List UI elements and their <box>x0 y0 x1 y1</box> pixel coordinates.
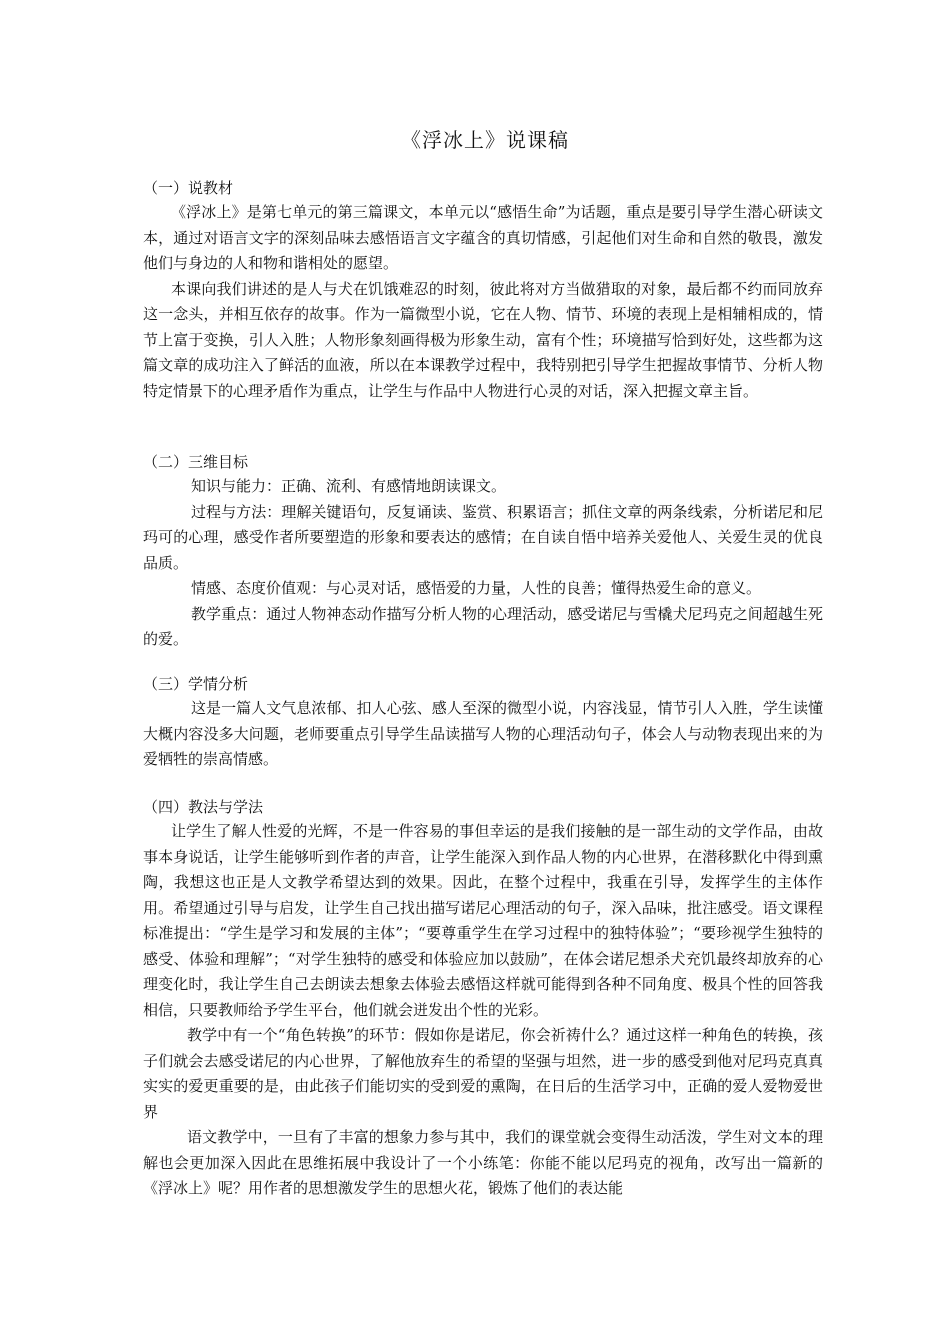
paragraph: 让学生了解人性爱的光辉，不是一件容易的事但幸运的是我们接触的是一部生动的文学作品，由故事本身说话，让学生能够听到作者的声音，让学生能深入到作品人物的内心世界，在潜移默化中得到熏陶，我想这也正是人文教学希望达到的效果。因此，在整个过程中，我重在引导，发挥学生的主体作用。希望通过引导与启发，让学生自己找出描写诺尼心理活动的句子，深入品味，批注感受。语文课程标准提出：“学生是学习和发展的主体”；“要尊重学生在学习过程中的独特体验”；“要珍视学生独特的感受、体验和理解”；“对学生独特的感受和体验应加以鼓励”，在体会诺尼想杀犬充饥最终却放弃的心理变化时，我让学生自己去朗读去想象去体验去感悟这样就可能得到各种不同角度、极具个性的回答我相信，只要教师给予学生平台，他们就会迸发出个性的光彩。 <box>143 822 823 1019</box>
section-heading: （一）说教材 <box>143 179 234 197</box>
document-title: 《浮冰上》说课稿 <box>401 128 569 152</box>
paragraph: 过程与方法：理解关键语句，反复诵读、鉴赏、积累语言；抓住文章的两条线索，分析诺尼和尼玛可的心理，感受作者所要塑造的形象和要表达的感情；在自读自悟中培养关爱他人、关爱生灵的优良品质。 <box>143 502 823 572</box>
paragraph: 语文教学中，一旦有了丰富的想象力参与其中，我们的课堂就会变得生动活泼，学生对文本的理解也会更加深入因此在思维拓展中我设计了一个小练笔：你能不能以尼玛克的视角，改写出一篇新的《浮冰上》呢？用作者的思想激发学生的思想火花，锻炼了他们的表达能 <box>143 1128 823 1197</box>
section-heading: （二）三维目标 <box>143 453 249 471</box>
section-heading: （四）教法与学法 <box>143 798 264 816</box>
paragraph: 情感、态度价值观：与心灵对话，感悟爱的力量，人性的良善；懂得热爱生命的意义。 <box>191 579 762 597</box>
section-teaching-methods <box>143 795 823 1202</box>
paragraph: 知识与能力：正确、流利、有感情地朗读课文。 <box>191 477 507 495</box>
paragraph: 教学中有一个“角色转换”的环节：假如你是诺尼，你会祈祷什么？通过这样一种角色的转换，孩子们就会去感受诺尼的内心世界，了解他放弃生的希望的坚强与坦然，进一步的感受到他对尼玛克真真实实的爱更重要的是，由此孩子们能切实的受到爱的熏陶，在日后的生活学习中，正确的爱人爱物爱世界 <box>143 1026 823 1121</box>
paragraph: 《浮冰上》是第七单元的第三篇课文，本单元以“感悟生命”为话题，重点是要引导学生潜心研读文本，通过对语言文字的深刻品味去感悟语言文字蕴含的真切情感，引起他们对生命和自然的敬畏，激发他们与身边的人和物和谐相处的愿望。 <box>143 203 823 272</box>
paragraph: 本课向我们讲述的是人与犬在饥饿难忍的时刻，彼此将对方当做猎取的对象，最后都不约而同放弃这一念头，并相互依存的故事。作为一篇微型小说，它在人物、情节、环境的表现上是相辅相成的，情节上富于变换，引人入胜；人物形象刻画得极为形象生动，富有个性；环境描写恰到好处，这些都为这篇文章的成功注入了鲜活的血液，所以在本课教学过程中，我特别把引导学生把握故事情节、分析人物特定情景下的心理矛盾作为重点，让学生与作品中人物进行心灵的对话，深入把握文章主旨。 <box>143 279 823 400</box>
section-three-dimensional-goals <box>143 450 823 653</box>
paragraph: 这是一篇人文气息浓郁、扣人心弦、感人至深的微型小说，内容浅显，情节引人入胜，学生读懂大概内容没多大问题，老师要重点引导学生品读描写人物的心理活动句子，体会人与动物表现出来的为爱牺牲的崇高情感。 <box>143 699 823 768</box>
section-student-analysis <box>143 672 823 773</box>
section-heading: （三）学情分析 <box>143 675 249 693</box>
section-teaching-material <box>143 176 823 404</box>
paragraph: 教学重点：通过人物神态动作描写分析人物的心理活动，感受诺尼与雪橇犬尼玛克之间超越生死的爱。 <box>143 604 823 648</box>
